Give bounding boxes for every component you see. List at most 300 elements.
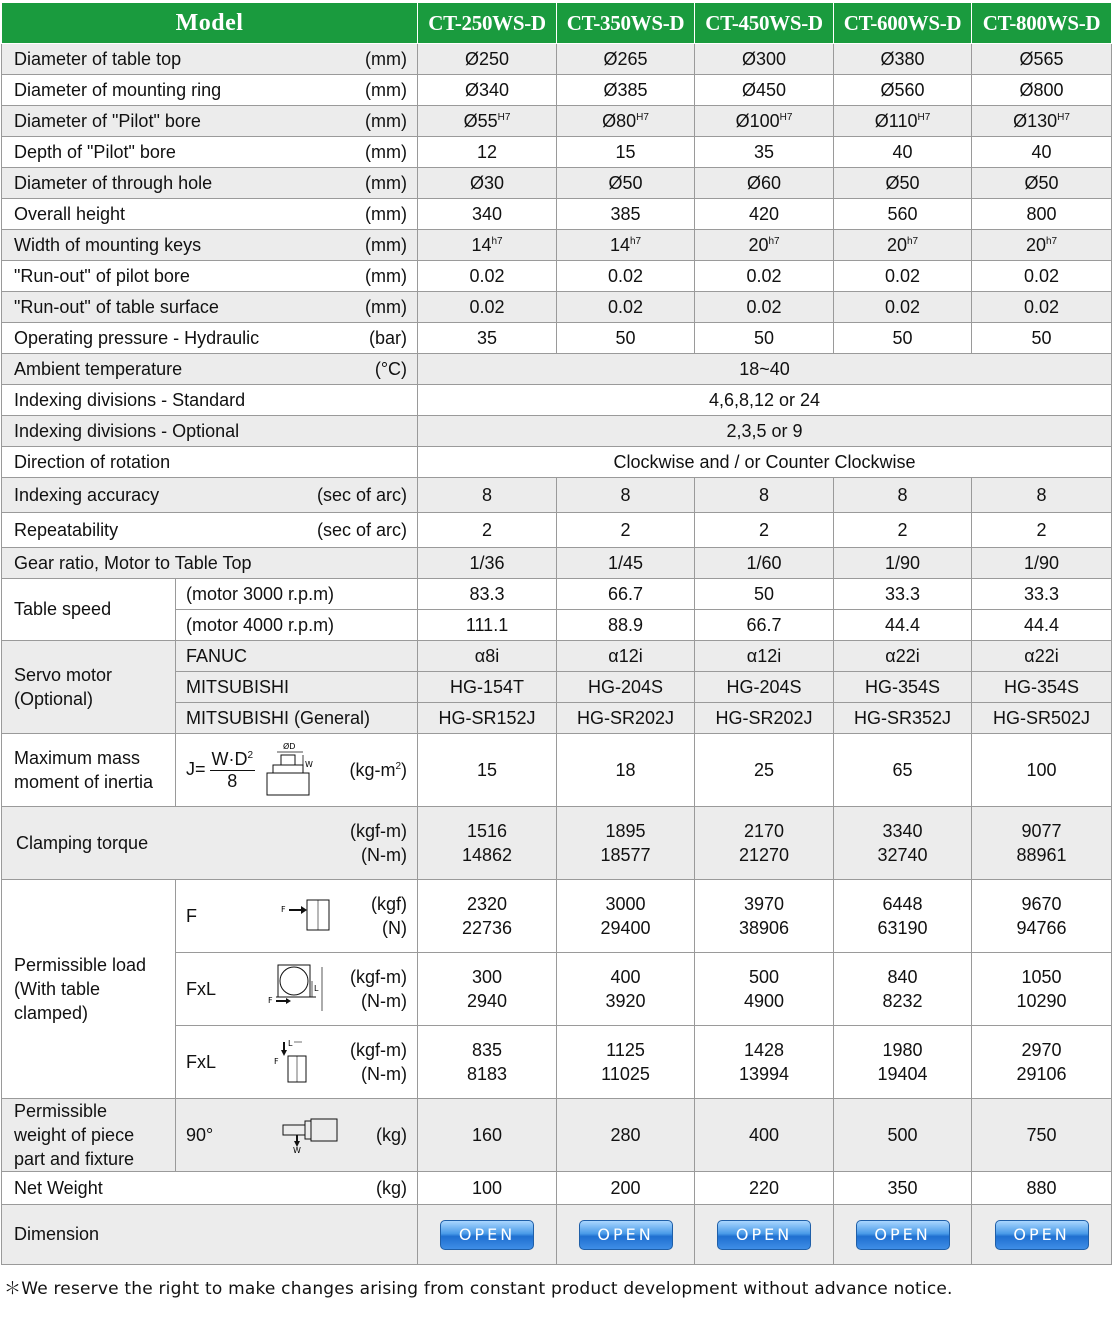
table-row	[2, 44, 1112, 75]
spec-value-cell	[972, 1172, 1112, 1205]
inertia-diagram-icon	[263, 741, 315, 799]
row-label-cell	[2, 1205, 418, 1265]
spec-value: 800	[1026, 203, 1057, 224]
spec-value-cell	[695, 75, 834, 106]
sub-label: (motor 4000 r.p.m)	[186, 614, 335, 635]
group-label-cell	[2, 1099, 176, 1172]
spec-value: Ø380	[880, 48, 925, 69]
spec-value-cell	[695, 513, 834, 548]
spec-value-cell	[972, 106, 1112, 137]
row-unit: (sec of arc)	[316, 519, 408, 540]
spec-value-cell	[557, 579, 695, 610]
spec-value-cell	[418, 168, 557, 199]
spec-value: 100	[471, 1177, 503, 1198]
row-label-cell	[2, 1172, 418, 1205]
table-row	[2, 579, 1112, 610]
row-unit: (mm)	[365, 234, 408, 255]
spec-value-cell	[972, 953, 1112, 1026]
svg-text:L: L	[288, 1039, 293, 1048]
spec-value-cell	[418, 880, 557, 953]
spec-value: 8183	[466, 1064, 508, 1084]
spec-value-cell	[695, 44, 834, 75]
open-dimension-button[interactable]: OPEN	[717, 1220, 811, 1250]
spec-value-cell	[557, 734, 695, 807]
spec-value: 385	[610, 203, 641, 224]
spec-value: 2970	[1021, 1040, 1062, 1060]
spec-value: 0.02	[469, 296, 505, 317]
row-label: Diameter of "Pilot" bore	[14, 110, 201, 131]
spec-value: HG-354S	[864, 676, 941, 697]
spec-value-cell	[834, 137, 972, 168]
spec-value-cell	[695, 703, 834, 734]
table-row	[2, 137, 1112, 168]
row-label-cell	[2, 261, 418, 292]
row-label-cell	[2, 230, 418, 261]
unit-text: (kgf)	[371, 894, 407, 914]
spec-value-cell	[557, 703, 695, 734]
row-label: Indexing accuracy	[14, 484, 160, 505]
svg-text:W: W	[305, 760, 313, 769]
spec-value-cell	[972, 323, 1112, 354]
spec-value: 0.02	[607, 296, 644, 317]
spec-value: 1516	[466, 821, 508, 841]
spanned-value: 18~40	[739, 358, 790, 379]
table-row	[2, 385, 1112, 416]
table-row	[2, 641, 1112, 672]
spec-value: 50	[754, 583, 775, 604]
spec-value: 2940	[466, 991, 508, 1011]
spec-value: α22i	[1024, 645, 1059, 666]
spec-value: 33.3	[1023, 583, 1060, 604]
spec-value: 40	[892, 141, 913, 162]
sub-label-cell	[176, 953, 418, 1026]
spec-value: 1980	[882, 1040, 923, 1060]
row-label: Diameter of table top	[14, 48, 182, 69]
spec-value: 2	[1036, 519, 1047, 540]
row-label-cell	[2, 416, 418, 447]
spanned-value-cell	[418, 354, 1112, 385]
row-unit: (kg)	[376, 1177, 408, 1198]
spec-value-cell	[695, 230, 834, 261]
formula-numerator: W·D	[211, 748, 248, 769]
spec-value-cell	[834, 478, 972, 513]
row-unit: (bar)	[369, 327, 408, 348]
row-label-cell	[2, 354, 418, 385]
spanned-value: Clockwise and / or Counter Clockwise	[613, 451, 916, 472]
spec-value: 29106	[1016, 1064, 1067, 1084]
spec-value-cell	[418, 199, 557, 230]
spec-value: 38906	[738, 918, 790, 938]
table-row	[2, 416, 1112, 447]
spec-value: Ø800	[1019, 79, 1064, 100]
sub-label: (motor 3000 r.p.m)	[186, 583, 335, 604]
spec-value-cell	[834, 230, 972, 261]
spec-value: 8	[1036, 484, 1047, 505]
spec-value-cell	[695, 953, 834, 1026]
spanned-value-cell	[418, 416, 1112, 447]
row-label: Depth of "Pilot" bore	[14, 141, 176, 162]
sub-label-cell	[176, 703, 418, 734]
group-label: (Optional)	[14, 689, 94, 709]
row-label-cell	[2, 447, 418, 478]
spec-value: α22i	[885, 645, 920, 666]
table-row	[2, 199, 1112, 230]
spec-value: 33.3	[884, 583, 921, 604]
dimension-cell	[557, 1205, 695, 1265]
row-label-cell	[2, 548, 418, 579]
spec-value: HG-SR352J	[854, 707, 952, 728]
unit-text: (kg)	[376, 1124, 407, 1145]
spec-value: 15	[615, 141, 636, 162]
spec-value: Ø100	[735, 110, 780, 131]
spec-value-cell	[972, 1099, 1112, 1172]
sub-label: FxL	[186, 978, 217, 999]
spec-value: 10290	[1016, 991, 1067, 1011]
spec-value: 8	[759, 484, 770, 505]
spec-value: 0.02	[607, 265, 644, 286]
row-label-cell	[2, 292, 418, 323]
spec-value: Ø80	[602, 110, 637, 131]
spec-value: 11025	[601, 1064, 650, 1084]
spec-value: 3970	[743, 894, 785, 914]
horizontal-weight-icon	[281, 1117, 341, 1153]
spec-value-cell	[972, 199, 1112, 230]
spec-value-cell	[695, 292, 834, 323]
unit-text: (N-m)	[361, 1064, 407, 1084]
group-label: Table speed	[14, 599, 112, 619]
spec-value: HG-SR202J	[577, 707, 675, 728]
spec-value: Ø385	[603, 79, 648, 100]
spec-value-cell	[834, 641, 972, 672]
header-row	[2, 3, 1112, 44]
spec-value: 35	[477, 327, 498, 348]
spec-value: Ø55	[463, 110, 498, 131]
spec-value: HG-354S	[1003, 676, 1080, 697]
spec-value: 100	[1026, 759, 1057, 780]
spec-value-cell	[557, 261, 695, 292]
spec-value-cell	[418, 1026, 557, 1099]
spec-value-cell	[695, 478, 834, 513]
spec-value-cell	[557, 880, 695, 953]
formula-lhs: J=	[186, 758, 206, 779]
spec-value-cell	[972, 478, 1112, 513]
spec-value-cell	[557, 513, 695, 548]
sub-label-cell	[176, 579, 418, 610]
table-row	[2, 1205, 1112, 1265]
table-row	[2, 323, 1112, 354]
spec-value: 1050	[1021, 967, 1062, 987]
spec-value: 8	[620, 484, 631, 505]
row-label-cell	[2, 44, 418, 75]
spec-value-cell	[834, 1026, 972, 1099]
spanned-value-cell	[418, 447, 1112, 478]
group-label-cell	[2, 579, 176, 641]
row-label: Gear ratio, Motor to Table Top	[14, 552, 252, 573]
spec-value-cell	[557, 230, 695, 261]
spec-value-cell	[834, 548, 972, 579]
spec-value: 750	[1026, 1124, 1057, 1145]
spec-value: 9077	[1021, 821, 1062, 841]
spec-value: HG-SR152J	[438, 707, 536, 728]
row-unit: (mm)	[365, 265, 408, 286]
row-label: Repeatability	[14, 519, 119, 540]
spec-value-cell	[834, 75, 972, 106]
spec-value-cell	[834, 880, 972, 953]
spec-value-cell	[834, 199, 972, 230]
open-dimension-button[interactable]: OPEN	[579, 1220, 673, 1250]
spec-value-cell	[972, 610, 1112, 641]
group-label: Maximum mass	[14, 748, 141, 768]
spec-value-cell	[418, 1099, 557, 1172]
row-unit: (mm)	[365, 48, 408, 69]
spec-value-cell	[972, 168, 1112, 199]
row-label-cell	[2, 75, 418, 106]
spec-value: Ø50	[1024, 172, 1059, 193]
table-row	[2, 880, 1112, 953]
spec-value-cell	[972, 579, 1112, 610]
spec-value: Ø250	[464, 48, 510, 69]
model-name: CT-800WS-D	[972, 3, 1112, 44]
spec-value-cell	[834, 807, 972, 880]
spec-value-cell	[418, 230, 557, 261]
tolerance-sup: h7	[768, 235, 780, 247]
radial-load-icon	[281, 898, 337, 934]
spec-value: α12i	[746, 645, 782, 666]
spec-value: Ø110	[874, 110, 918, 131]
spec-value-cell	[557, 199, 695, 230]
spec-value: 13994	[738, 1064, 790, 1084]
spec-value: 1/90	[884, 552, 921, 573]
svg-text:F: F	[268, 996, 273, 1005]
open-dimension-button[interactable]: OPEN	[856, 1220, 950, 1250]
spec-value: 2	[620, 519, 631, 540]
spec-value-cell	[695, 579, 834, 610]
row-unit: (°C)	[374, 358, 408, 379]
formula-sup: 2	[247, 749, 254, 761]
row-label-cell	[2, 385, 418, 416]
spec-value-cell	[834, 1099, 972, 1172]
spec-value: 2	[482, 519, 493, 540]
spec-value-cell	[695, 106, 834, 137]
unit-text: (kgf-m)	[350, 967, 407, 987]
spanned-value: 4,6,8,12 or 24	[708, 389, 821, 410]
spec-value: 880	[1026, 1177, 1057, 1198]
spec-value: 500	[748, 967, 780, 987]
spec-value-cell	[418, 261, 557, 292]
spec-value: Ø265	[603, 48, 648, 69]
spec-value-cell	[972, 513, 1112, 548]
spec-value-cell	[557, 168, 695, 199]
row-label: Overall height	[14, 203, 126, 224]
spec-value: 0.02	[884, 265, 921, 286]
formula-fraction	[210, 749, 256, 792]
spec-value-cell	[557, 953, 695, 1026]
spec-value-cell	[418, 478, 557, 513]
spec-value-cell	[418, 953, 557, 1026]
spec-value-cell	[972, 44, 1112, 75]
formula-cell	[176, 734, 418, 807]
row-label-cell	[2, 199, 418, 230]
spec-value: 18577	[600, 845, 651, 865]
group-label-cell	[2, 734, 176, 807]
table-row	[2, 230, 1112, 261]
table-row	[2, 447, 1112, 478]
spec-value-cell	[972, 807, 1112, 880]
spec-value-cell	[418, 137, 557, 168]
spec-value-cell	[834, 734, 972, 807]
row-unit: (mm)	[365, 296, 408, 317]
spec-value-cell	[418, 106, 557, 137]
spec-value: HG-SR202J	[715, 707, 813, 728]
table-row	[2, 261, 1112, 292]
spec-value-cell	[557, 807, 695, 880]
inertia-formula	[176, 741, 417, 799]
row-unit: (mm)	[365, 79, 408, 100]
unit-sup: 2	[395, 760, 402, 772]
spec-value: 29400	[600, 918, 651, 938]
svg-text:F: F	[280, 905, 286, 914]
spec-value-cell	[972, 548, 1112, 579]
spec-value: 0.02	[746, 265, 782, 286]
spec-value: 0.02	[1023, 296, 1060, 317]
spec-value: 280	[610, 1124, 641, 1145]
sub-label: F	[186, 905, 197, 926]
table-row	[2, 106, 1112, 137]
spec-value: 14	[471, 234, 492, 255]
spec-value-cell	[557, 478, 695, 513]
spec-value: 2	[897, 519, 908, 540]
tolerance-sup: h7	[1045, 235, 1058, 247]
svg-text:L: L	[314, 984, 319, 993]
spec-value-cell	[972, 734, 1112, 807]
group-label: weight of piece	[14, 1125, 135, 1145]
spec-value-cell	[834, 579, 972, 610]
spec-value: Ø50	[885, 172, 920, 193]
spec-value-cell	[695, 137, 834, 168]
model-name: CT-350WS-D	[557, 3, 695, 44]
spec-value-cell	[972, 672, 1112, 703]
spec-value-cell	[972, 880, 1112, 953]
spec-value-cell	[695, 261, 834, 292]
spec-value: 220	[748, 1177, 780, 1198]
spec-value: 50	[754, 327, 775, 348]
spec-value-cell	[695, 199, 834, 230]
row-label: Direction of rotation	[14, 451, 171, 472]
table-row	[2, 807, 1112, 880]
spec-value-cell	[557, 44, 695, 75]
spec-value: 2	[759, 519, 770, 540]
spec-value: Ø50	[608, 172, 643, 193]
group-label: moment of inertia	[14, 772, 154, 792]
row-label-cell	[2, 323, 418, 354]
spec-value: 20	[1025, 234, 1046, 255]
spec-value-cell	[418, 292, 557, 323]
spec-value-cell	[418, 75, 557, 106]
spec-value: 835	[471, 1040, 503, 1060]
tolerance-sup: h7	[491, 235, 503, 247]
svg-text:F: F	[274, 1057, 279, 1066]
spec-value: 66.7	[607, 583, 644, 604]
spec-value: 1428	[743, 1040, 785, 1060]
open-dimension-button[interactable]: OPEN	[995, 1220, 1089, 1250]
unit-text: (N)	[382, 918, 407, 938]
spec-value: 160	[471, 1124, 503, 1145]
spec-value-cell	[834, 703, 972, 734]
unit-text: )	[401, 759, 408, 780]
spec-value-cell	[695, 880, 834, 953]
spec-value-cell	[418, 579, 557, 610]
table-row	[2, 1099, 1112, 1172]
spec-value: 400	[610, 967, 641, 987]
spec-value: Ø130	[1013, 110, 1058, 131]
sub-label-cell	[176, 1026, 418, 1099]
group-label: (With table	[14, 979, 101, 999]
spec-value: α12i	[608, 645, 643, 666]
dimension-cell	[972, 1205, 1112, 1265]
spec-table	[1, 2, 1112, 1265]
row-unit: (mm)	[365, 110, 408, 131]
spec-value: Ø300	[741, 48, 787, 69]
group-label: clamped)	[14, 1003, 89, 1023]
spec-value: 19404	[877, 1064, 928, 1084]
group-label: Permissible load	[14, 955, 147, 975]
row-label: Width of mounting keys	[14, 234, 202, 255]
spec-value-cell	[418, 610, 557, 641]
spec-value-cell	[972, 137, 1112, 168]
spec-value: 1/45	[607, 552, 644, 573]
tolerance-sup: H7	[636, 111, 649, 123]
spec-value: 2170	[743, 821, 785, 841]
spec-value-cell	[972, 261, 1112, 292]
spec-value: 21270	[738, 845, 790, 865]
table-row	[2, 734, 1112, 807]
group-label-cell	[2, 880, 176, 1099]
spec-value: 350	[887, 1177, 918, 1198]
spec-value-cell	[972, 230, 1112, 261]
spec-value: 560	[887, 203, 918, 224]
sub-label: 90°	[186, 1124, 214, 1145]
spec-value-cell	[557, 292, 695, 323]
formula-denominator: 8	[227, 770, 238, 791]
table-row	[2, 548, 1112, 579]
tolerance-sup: H7	[497, 111, 511, 123]
spec-value: HG-204S	[726, 676, 802, 697]
sub-label: MITSUBISHI (General)	[186, 707, 371, 728]
spec-value: Ø565	[1019, 48, 1064, 69]
sub-label: FANUC	[186, 645, 248, 666]
spec-value: 20	[886, 234, 907, 255]
spec-value-cell	[418, 703, 557, 734]
dimension-cell	[418, 1205, 557, 1265]
spec-value: 12	[477, 141, 498, 162]
row-label: Diameter of mounting ring	[14, 79, 222, 100]
group-label: Servo motor	[14, 665, 113, 685]
spec-value-cell	[418, 807, 557, 880]
spec-value-cell	[557, 106, 695, 137]
spec-value: 50	[1031, 327, 1052, 348]
spec-value-cell	[695, 1099, 834, 1172]
spec-value: 1/60	[746, 552, 782, 573]
spec-value: 44.4	[884, 614, 921, 635]
spec-value: 20	[748, 234, 769, 255]
spec-value-cell	[834, 953, 972, 1026]
row-label: Diameter of through hole	[14, 172, 213, 193]
spec-value-cell	[557, 672, 695, 703]
spec-value: 1895	[605, 821, 646, 841]
table-row	[2, 75, 1112, 106]
row-label-cell	[2, 106, 418, 137]
open-dimension-button[interactable]: OPEN	[440, 1220, 534, 1250]
